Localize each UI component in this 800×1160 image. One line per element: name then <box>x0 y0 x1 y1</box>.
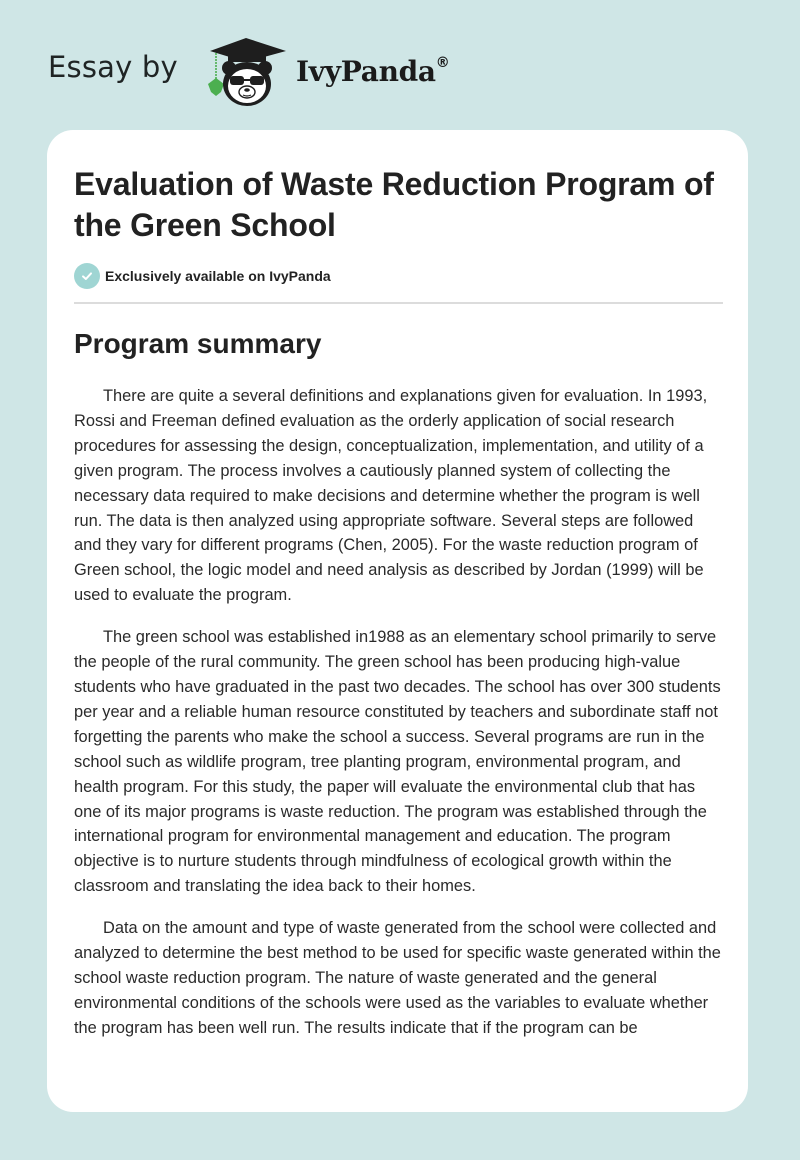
ivypanda-brand-name[interactable] <box>296 55 449 88</box>
title-divider <box>74 302 723 304</box>
essay-body <box>74 384 724 1058</box>
exclusive-badge <box>74 263 331 289</box>
section-heading: Program summary <box>74 328 322 359</box>
site-header <box>0 0 800 130</box>
exclusive-badge-text: Exclusively available on IvyPanda <box>105 268 331 284</box>
brand-text: IvyPanda <box>296 55 436 88</box>
registered-mark: ® <box>435 54 450 71</box>
essay-title: Evaluation of Waste Reduction Program of the Green School <box>74 166 714 243</box>
panda-graduate-logo-icon[interactable] <box>200 34 290 110</box>
paragraph: There are quite a several definitions and explanations given for evaluation. In 1993, Rossi and Freeman defined evaluation as the orderly application of social research procedures for assessing the design, conceptualization, implementation, and utility of a given program. The process involves a cautiously planned system of collecting the necessary data required to make decisions and determine whether the program is well run. The data is then analyzed using appropriate software. Several steps are followed and they vary for different programs (Chen, 2005). For the waste reduction program of Green school, the logic model and need analysis as described by Jordan (1999) will be used to evaluate the program. <box>74 387 708 605</box>
paragraph: Data on the amount and type of waste generated from the school were collected and analyzed to determine the best method to be used for specific waste generated within the school waste reduction program. The nature of waste generated and the general environmental conditions of the schools were used as the variables to evaluate whether the program has been well run. The results indicate that if the program can be <box>74 919 721 1037</box>
essay-by-label: Essay by <box>48 50 178 84</box>
paragraph: The green school was established in1988 as an elementary school primarily to serve the people of the rural community. The green school has been producing high-value students who have graduated in the past two decades. The school has over 300 students per year and a reliable human resource constituted by teachers and subordinate staff not forgetting the parents who make the school a success. Several programs are run in the school such as wildlife program, tree planting program, environmental program, and health program. For this study, the paper will evaluate the environmental club that has one of its major programs is waste reduction. The program was established through the international program for environmental management and education. The program objective is to nurture students through mindfulness of ecological growth within the classroom and translating the idea back to their homes. <box>74 628 721 896</box>
check-circle-icon <box>74 263 100 289</box>
essay-card <box>47 130 748 1112</box>
